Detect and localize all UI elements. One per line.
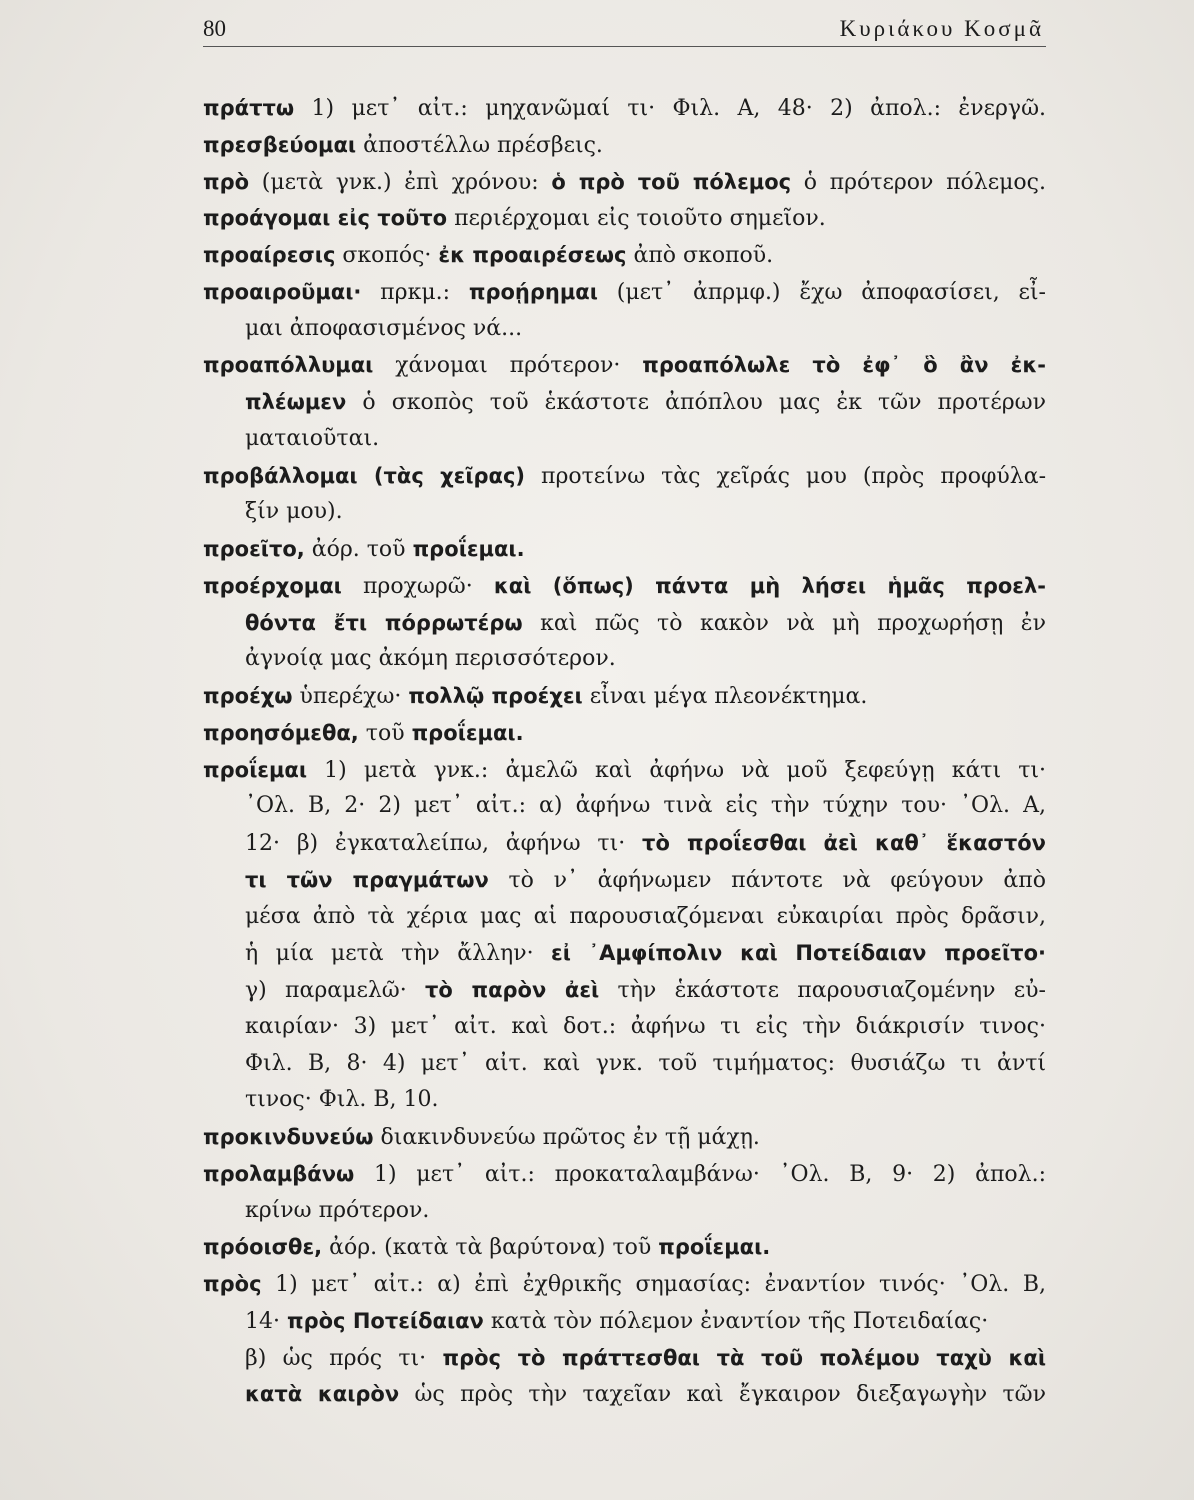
bold-phrase: προῄρημαι xyxy=(468,279,598,304)
bold-phrase: προΐεμαι. xyxy=(658,1235,771,1260)
entry-line xyxy=(203,605,1046,642)
dictionary-entry xyxy=(203,274,1046,348)
definition-text: τινος· Φιλ. Β, 10. xyxy=(245,1087,439,1113)
entry-line xyxy=(203,1119,1046,1156)
definition-text: μαι ἀποφασισμένος νά... xyxy=(245,315,523,341)
entry-line xyxy=(203,347,1046,384)
definition-text: ξίν μου). xyxy=(245,499,343,525)
definition-text: ἀόρ. τοῦ xyxy=(304,537,413,562)
headword: προέχω xyxy=(203,684,293,708)
entry-line xyxy=(203,384,1046,421)
definition-text: κρίνω πρότερον. xyxy=(245,1197,430,1223)
dictionary-entry xyxy=(203,531,1046,568)
dictionary-entry xyxy=(203,1229,1046,1266)
dictionary-entry xyxy=(203,1156,1046,1230)
entry-line xyxy=(203,494,1046,531)
entry-line xyxy=(203,1266,1046,1303)
headword: προαίρεσις xyxy=(203,243,336,267)
entry-line xyxy=(203,935,1046,972)
page-number: 80 xyxy=(203,16,226,41)
definition-text: χάνομαι πρότερον· xyxy=(373,353,643,379)
headword: προαπόλλυμαι xyxy=(203,353,374,378)
dictionary-entry xyxy=(203,164,1046,201)
entry-line xyxy=(203,825,1046,862)
bold-phrase: προΐεμαι. xyxy=(411,720,524,745)
definition-text: ἀπὸ σκοποῦ. xyxy=(626,243,774,268)
definition-text: (μετ᾿ ἀπρμφ.) ἔχω ἀποφασίσει, εἶ- xyxy=(597,279,1046,305)
entry-line xyxy=(203,127,1046,164)
definition-text: καιρίαν· 3) μετ᾿ αἰτ. καὶ δοτ.: ἀφήνω τι εἰς τὴν διάκρισίν τινος· xyxy=(245,1013,1046,1039)
definition-text: ἀγνοίᾳ μας ἀκόμη περισσότερον. xyxy=(245,646,616,672)
bold-phrase: τὸ παρὸν ἀεὶ xyxy=(425,978,600,1002)
definition-text: προχωρῶ· xyxy=(341,573,494,599)
bold-phrase: τὸ προΐεσθαι ἀεὶ καθ᾿ ἕκαστόν xyxy=(642,831,1046,855)
definition-text: ᾿Ολ. Β, 2· 2) μετ᾿ αἰτ.: α) ἀφήνω τινὰ εἰς τὴν τύχην του· ᾿Ολ. Α, xyxy=(245,793,1046,819)
headword: προησόμεθα, xyxy=(203,720,359,745)
definition-text: 14· xyxy=(245,1308,287,1334)
entry-line xyxy=(203,788,1046,825)
entry-line xyxy=(203,311,1046,348)
definition-text: 1) μετ᾿ αἰτ.: προκαταλαμβάνω· ᾿Ολ. Β, 9· 2) ἀπολ.: xyxy=(354,1161,1046,1187)
dictionary-entries xyxy=(203,90,1046,1413)
entry-line xyxy=(203,90,1046,127)
running-title: Κυριάκου Κοσμᾶ xyxy=(839,16,1044,41)
dictionary-entry xyxy=(203,568,1046,678)
dictionary-entry xyxy=(203,458,1046,532)
definition-text: ὁ πρότερον πόλεμος. xyxy=(791,169,1046,195)
entry-line xyxy=(203,641,1046,678)
bold-phrase: ὁ πρὸ τοῦ πόλεμος xyxy=(551,169,792,194)
definition-text: πρκμ.: xyxy=(361,279,469,305)
bold-phrase: ἐκ προαιρέσεως xyxy=(438,243,627,267)
entry-line xyxy=(203,715,1046,752)
bold-phrase: τι τῶν πραγμάτων xyxy=(245,867,489,892)
bold-phrase: εἰ ᾿Αμφίπολιν καὶ Ποτείδαιαν προεῖτο· xyxy=(551,941,1046,966)
dictionary-entry xyxy=(203,752,1046,1120)
entry-line xyxy=(203,421,1046,458)
headword: προκινδυνεύω xyxy=(203,1125,374,1149)
headword: προλαμβάνω xyxy=(203,1161,355,1186)
headword: πράττω xyxy=(203,96,295,120)
entry-line xyxy=(203,1229,1046,1266)
dictionary-entry xyxy=(203,237,1046,274)
entry-line xyxy=(203,531,1046,568)
definition-text: Φιλ. Β, 8· 4) μετ᾿ αἰτ. καὶ γνκ. τοῦ τιμήματος: θυσιάζω τι ἀντί xyxy=(245,1050,1046,1076)
definition-text: γ) παραμελῶ· xyxy=(245,978,426,1003)
bold-phrase: καὶ (ὅπως) πάντα μὴ λήσει ἡμᾶς προελ- xyxy=(493,573,1046,598)
headword: προΐεμαι xyxy=(203,757,308,782)
definition-text: ὑπερέχω· xyxy=(292,684,409,709)
definition-text: εἶναι μέγα πλεονέκτημα. xyxy=(582,684,868,709)
dictionary-entry xyxy=(203,678,1046,715)
entry-line xyxy=(203,458,1046,495)
definition-text: μέσα ἀπὸ τὰ χέρια μας αἱ παρουσιαζόμεναι εὐκαιρίαι πρὸς δρᾶσιν, xyxy=(245,903,1046,929)
bold-phrase: θόντα ἔτι πόρρωτέρω xyxy=(245,610,523,635)
definition-text: τὴν ἑκάστοτε παρουσιαζομένην εὐ- xyxy=(599,978,1046,1003)
entry-line xyxy=(203,1340,1046,1377)
definition-text: καὶ πῶς τὸ κακὸν νὰ μὴ προχωρήσῃ ἐν xyxy=(522,610,1046,636)
definition-text: ὁ σκοπὸς τοῦ ἑκάστοτε ἀπόπλου μας ἐκ τῶν προτέρων xyxy=(346,390,1046,415)
headword: πρὸς xyxy=(203,1272,262,1296)
page-header xyxy=(203,16,1046,47)
entry-line xyxy=(203,1376,1046,1413)
headword: προεῖτο, xyxy=(203,537,305,561)
headword: προάγομαι εἰς τοῦτο xyxy=(203,206,448,231)
definition-text: ἡ μία μετὰ τὴν ἄλλην· xyxy=(245,941,552,967)
entry-line xyxy=(203,1193,1046,1230)
dictionary-entry xyxy=(203,1119,1046,1156)
definition-text: τὸ ν᾿ ἀφήνωμεν πάντοτε νὰ φεύγουν ἀπὸ xyxy=(488,867,1046,893)
entry-line xyxy=(203,1156,1046,1193)
entry-line xyxy=(203,862,1046,899)
bold-phrase: πολλῷ προέχει xyxy=(408,684,583,708)
definition-text: ἀόρ. (κατὰ τὰ βαρύτονα) τοῦ xyxy=(322,1235,659,1261)
definition-text: β) ὡς πρός τι· xyxy=(245,1345,443,1371)
bold-phrase: πρὸς τὸ πράττεσθαι τὰ τοῦ πολέμου ταχὺ καὶ xyxy=(442,1345,1046,1370)
definition-text: 1) μετ᾿ αἰτ.: μηχανῶμαί τι· Φιλ. Α, 48· 2) ἀπολ.: ἐνεργῶ. xyxy=(294,96,1046,121)
dictionary-entry xyxy=(203,715,1046,752)
entry-line xyxy=(203,1009,1046,1046)
dictionary-entry xyxy=(203,347,1046,457)
entry-line xyxy=(203,274,1046,311)
definition-text: διακινδυνεύω πρῶτος ἐν τῇ μάχῃ. xyxy=(373,1125,760,1150)
definition-text: ματαιοῦται. xyxy=(245,425,380,451)
definition-text: κατὰ τὸν πόλεμον ἐναντίον τῆς Ποτειδαίας· xyxy=(483,1308,989,1334)
dictionary-entry xyxy=(203,127,1046,164)
headword: προαιροῦμαι· xyxy=(203,279,362,304)
entry-line xyxy=(203,1082,1046,1119)
definition-text: 1) μετὰ γνκ.: ἀμελῶ καὶ ἀφήνω νὰ μοῦ ξεφεύγῃ κάτι τι· xyxy=(307,757,1046,783)
definition-text: 12· β) ἐγκαταλείπω, ἀφήνω τι· xyxy=(245,831,643,856)
bold-phrase: πρὸς Ποτείδαιαν xyxy=(286,1308,484,1333)
bold-phrase: κατὰ καιρὸν xyxy=(245,1382,400,1407)
definition-text: ἀποστέλλω πρέσβεις. xyxy=(356,132,603,158)
entry-line xyxy=(203,568,1046,605)
entry-line xyxy=(203,899,1046,936)
entry-line xyxy=(203,678,1046,715)
entry-line xyxy=(203,1046,1046,1083)
entry-line xyxy=(203,237,1046,274)
definition-text: τοῦ xyxy=(358,720,412,746)
entry-line xyxy=(203,164,1046,201)
headword: προβάλλομαι (τὰς χεῖρας) xyxy=(203,463,526,488)
headword: προέρχομαι xyxy=(203,573,342,598)
dictionary-entry xyxy=(203,1266,1046,1413)
headword: πρόοισθε, xyxy=(203,1235,323,1260)
definition-text: (μετὰ γνκ.) ἐπὶ χρόνου: xyxy=(249,169,552,195)
definition-text: 1) μετ᾿ αἰτ.: α) ἐπὶ ἐχθρικῆς σημασίας: ἐναντίον τινός· ᾿Ολ. Β, xyxy=(261,1272,1046,1297)
entry-line xyxy=(203,752,1046,789)
entry-line xyxy=(203,972,1046,1009)
definition-text: ὡς πρὸς τὴν ταχεῖαν καὶ ἔγκαιρον διεξαγωγὴν τῶν xyxy=(399,1382,1046,1408)
definition-text: περιέρχομαι εἰς τοιοῦτο σημεῖον. xyxy=(447,206,826,232)
headword: πρὸ xyxy=(203,169,250,194)
dictionary-entry xyxy=(203,200,1046,237)
entry-line xyxy=(203,1303,1046,1340)
dictionary-entry xyxy=(203,90,1046,127)
headword: πρεσβεύομαι xyxy=(203,132,357,157)
bold-phrase: προαπόλωλε τὸ ἐφ᾿ ὃ ἂν ἐκ- xyxy=(642,353,1046,378)
definition-text: σκοπός· xyxy=(335,243,439,268)
bold-phrase: προΐεμαι. xyxy=(412,537,525,561)
entry-line xyxy=(203,200,1046,237)
bold-phrase: πλέωμεν xyxy=(245,390,347,414)
definition-text: προτείνω τὰς χεῖράς μου (πρὸς προφύλα- xyxy=(525,463,1046,489)
